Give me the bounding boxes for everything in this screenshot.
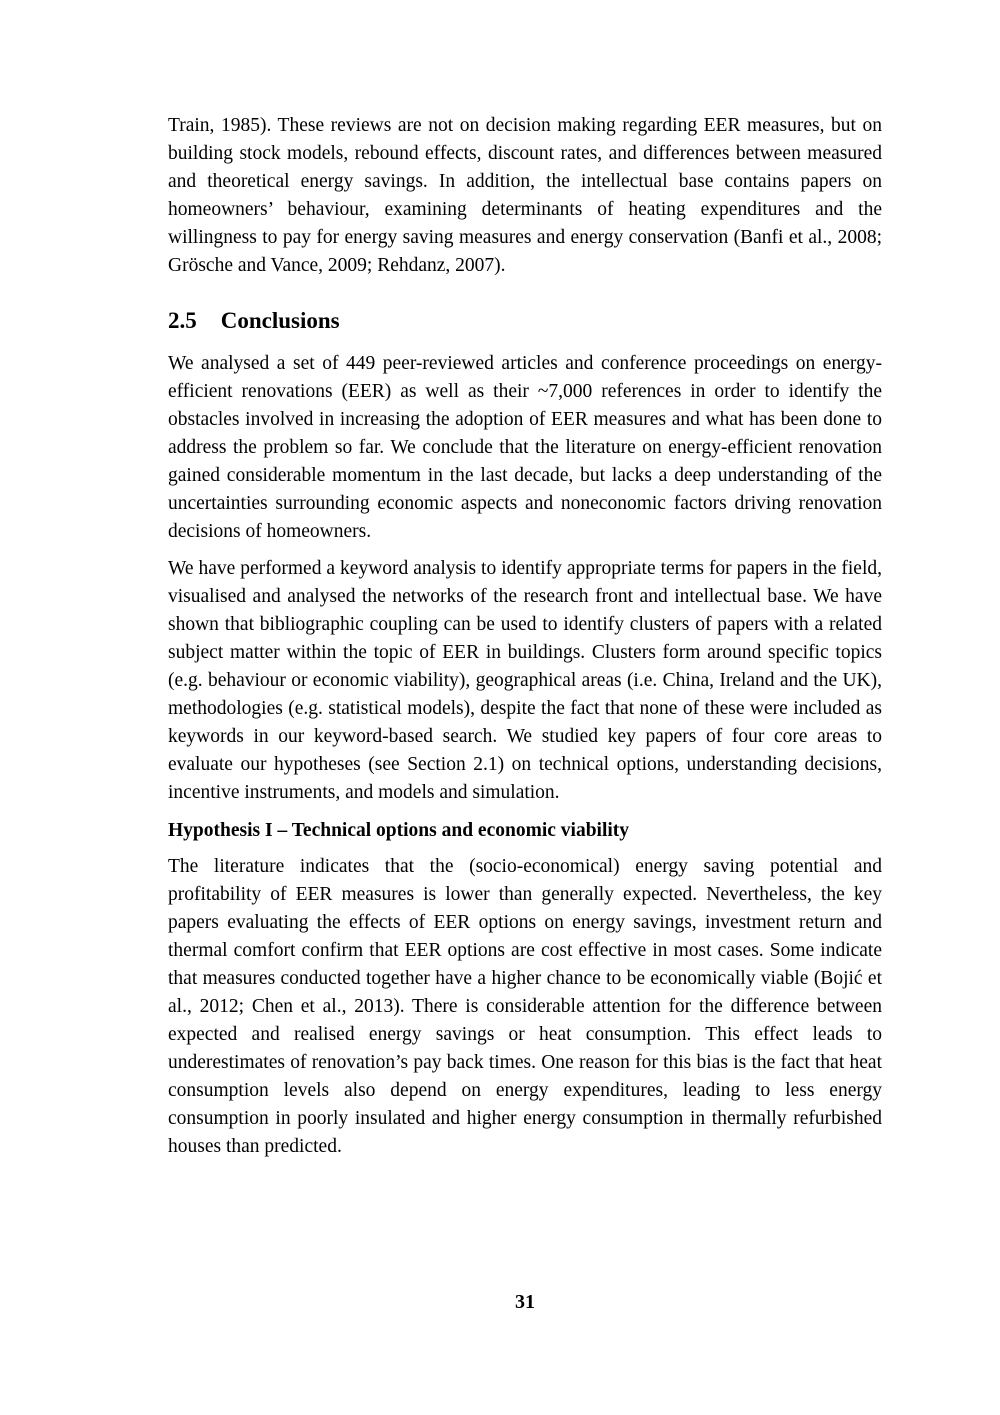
section-heading (168, 305, 882, 337)
page-number: 31 (515, 1291, 535, 1313)
paragraph-hypothesis: The literature indicates that the (socio-economical) energy saving potential and profitability of EER measures is lower than generally expected. Nevertheless, the key papers evaluating the effects of EER options on energy savings, investment return and thermal comfort confirm that EER options are cost effective in most cases. Some indicate that measures conducted together have a higher chance to be economically viable (Bojić et al., 2012; Chen et al., 2013). There is considerable attention for the difference between expected and realised energy savings or heat consumption. This effect leads to underestimates of renovation’s pay back times. One reason for this bias is the fact that heat consumption levels also depend on energy expenditures, leading to less energy consumption in poorly insulated and higher energy consumption in thermally refurbished houses than predicted. (168, 856, 882, 1157)
section-number: 2.5 (168, 308, 197, 333)
page-content (168, 112, 882, 1161)
section-title: Conclusions (220, 308, 340, 333)
paragraph-conclusions-2: We have performed a keyword analysis to identify appropriate terms for papers in the field, visualised and analysed the networks of the research front and intellectual base. We have shown that bibliographic coupling can be used to identify clusters of papers with a related subject matter within the topic of EER in buildings. Clusters form around specific topics (e.g. behaviour or economic viability), geographical areas (i.e. China, Ireland and the UK), methodologies (e.g. statistical models), despite the fact that none of these were included as keywords in our keyword-based search. We studied key papers of four core areas to evaluate our hypotheses (see Section 2.1) on technical options, understanding decisions, incentive instruments, and models and simulation. (168, 558, 882, 803)
hypothesis-heading: Hypothesis I – Technical options and economic viability (168, 820, 630, 841)
paragraph-continuation: Train, 1985). These reviews are not on decision making regarding EER measures, but on building stock models, rebound effects, discount rates, and differences between measured and theoretical energy savings. In addition, the intellectual base contains papers on homeowners’ behaviour, examining determinants of heating expenditures and the willingness to pay for energy saving measures and energy conservation (Banfi et al., 2008; Grösche and Vance, 2009; Rehdanz, 2007). (168, 115, 882, 276)
paragraph-conclusions-1: We analysed a set of 449 peer-reviewed articles and conference proceedings on energy-efficient renovations (EER) as well as their ~7,000 references in order to identify the obstacles involved in increasing the adoption of EER measures and what has been done to address the problem so far. We conclude that the literature on energy-efficient renovation gained considerable momentum in the last decade, but lacks a deep understanding of the uncertainties surrounding economic aspects and noneconomic factors driving renovation decisions of homeowners. (168, 353, 882, 542)
